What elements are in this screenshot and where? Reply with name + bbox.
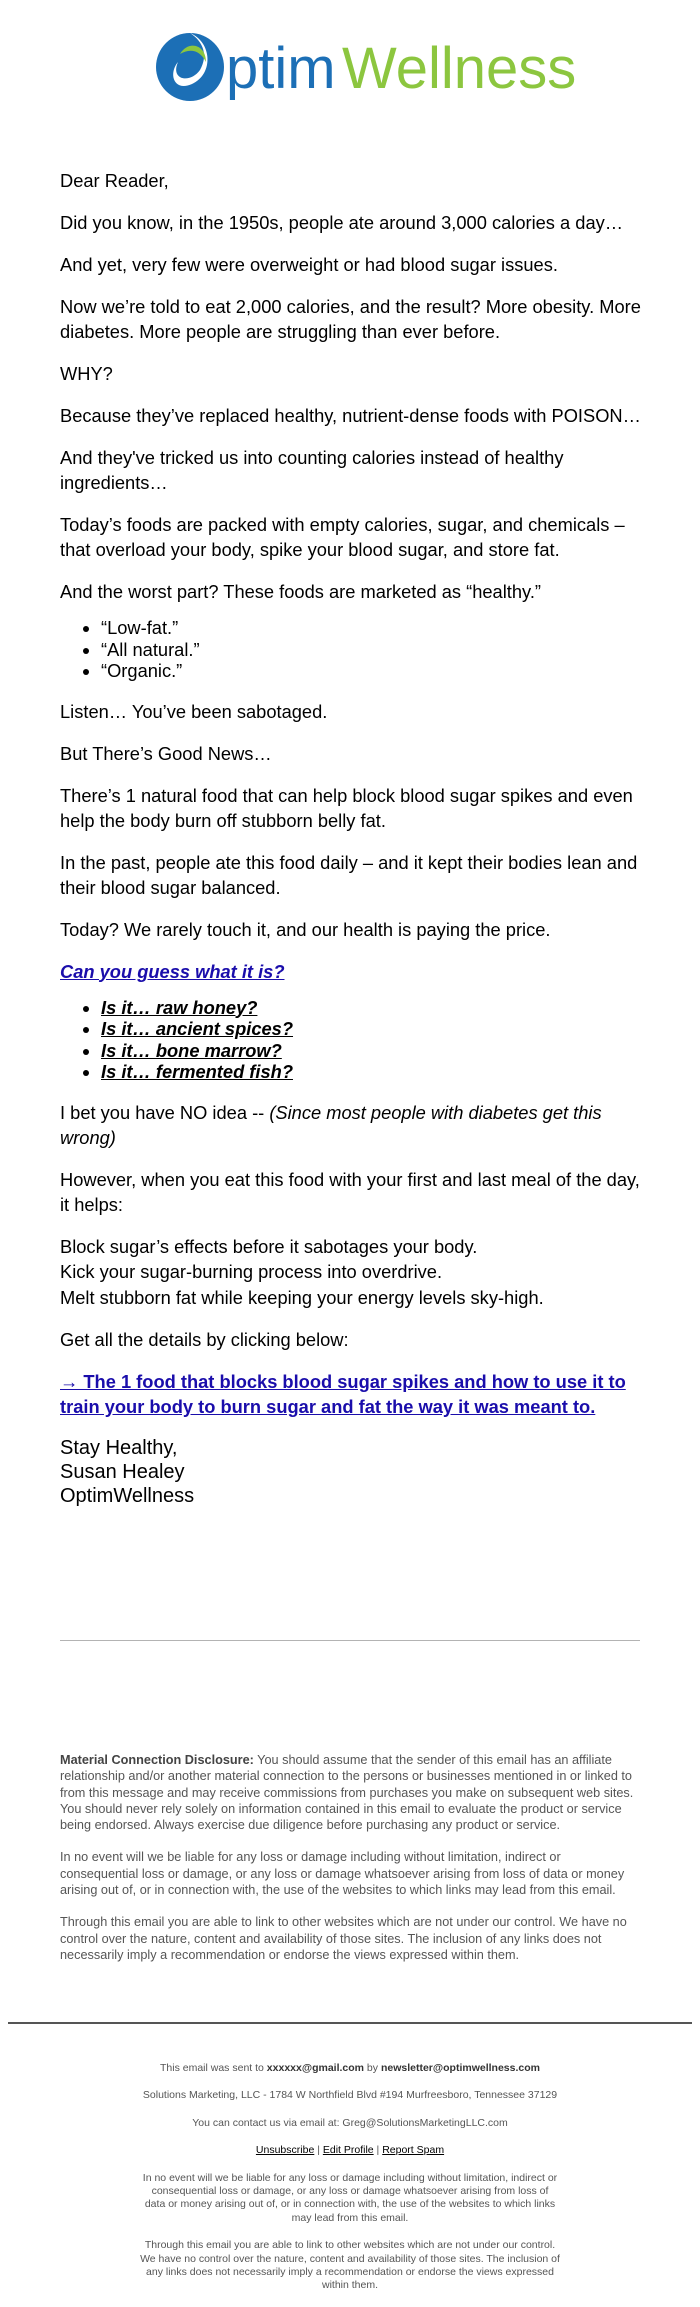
guess-link[interactable]: • Is it… fermented fish?	[101, 1061, 642, 1083]
company-address: Solutions Marketing, LLC - 1784 W Northfield Blvd #194 Murfreesboro, Tennessee 37129	[142, 2089, 558, 2102]
signoff-line: Stay Healthy,	[60, 1437, 178, 1459]
paragraph: However, when you eat this food with your first and last meal of the day, it helps:	[60, 1168, 640, 1215]
disclosure-paragraph: In no event will we be liable for any loss or damage including without limitation, indirect or consequential loss or damage, or any loss or damage whatsoever arising from loss of data or money arising out of, or in connection with, the use of the websites to which links may lead from this email.	[60, 1850, 625, 1898]
footer-liability: In no event will we be liable for any loss or damage including without limitation, indirect or consequential loss or damage, or any loss or damage whatsoever arising from loss of data or money arising out of, or in connection with, the use of the websites to which links may lead from this email.	[142, 2171, 558, 2224]
guess-link[interactable]: • Is it… ancient spices?	[101, 1018, 642, 1040]
signoff	[60, 1436, 642, 1508]
paragraph: Because they’ve replaced healthy, nutrient-dense foods with POISON…	[60, 405, 641, 426]
footer	[140, 2062, 560, 2307]
paragraph: There’s 1 natural food that can help block blood sugar spikes and even help the body burn off stubborn belly fat.	[60, 784, 633, 831]
disclosure-title: Material Connection Disclosure:	[60, 1753, 254, 1767]
list-item: • “Organic.”	[101, 660, 642, 682]
labels-list	[60, 617, 642, 682]
link-separator: |	[373, 2144, 383, 2157]
footer-links-notice: Through this email you are able to link to other websites which are not under our control. We have no control over the nature, content and availability of those sites. The inclusion of any links does not necessarily imply a recommendation or endorse the views expressed within them.	[140, 2239, 560, 2292]
paragraph-italic: (Since most people with diabetes get this wrong)	[60, 1101, 602, 1148]
sent-to-line	[140, 2062, 560, 2075]
paragraph: Today? We rarely touch it, and our health is paying the price.	[60, 918, 551, 940]
guess-link[interactable]: • Is it… raw honey?	[101, 997, 642, 1019]
divider	[60, 1640, 640, 1641]
footer-links	[140, 2144, 560, 2157]
disclosure-paragraph: Through this email you are able to link to other websites which are not under our control. We have no control over the nature, content and availability of those sites. The inclusion of any links does not necessarily imply a recommendation or endorse the views expressed within them.	[60, 1915, 627, 1962]
email-body	[60, 168, 642, 1508]
divider	[8, 2022, 692, 2024]
disclosure	[60, 1752, 640, 1979]
benefit-line: Melt stubborn fat while keeping your energy levels sky-high.	[60, 1286, 544, 1308]
sent-prefix: This email was sent to	[160, 2062, 267, 2074]
question-paragraph	[60, 959, 642, 984]
disclosure-paragraph	[60, 1752, 640, 1833]
report-spam-link[interactable]: Report Spam	[382, 2144, 445, 2157]
list-item: • “All natural.”	[101, 639, 642, 661]
benefit-line: Block sugar’s effects before it sabotages your body.	[60, 1235, 478, 1257]
cta-paragraph	[60, 1369, 642, 1419]
recipient-email: xxxxxx@gmail.com	[266, 2062, 365, 2074]
paragraph: Now we’re told to eat 2,000 calories, and the result? More obesity. More diabetes. More people are struggling than ever before.	[60, 296, 641, 342]
edit-profile-link[interactable]: Edit Profile	[322, 2144, 374, 2157]
sender-email: newsletter@optimwellness.com	[380, 2062, 540, 2074]
paragraph: Listen… You’ve been sabotaged.	[60, 700, 328, 722]
brand-logo[interactable]	[0, 22, 700, 112]
signoff-name: Susan Healey	[60, 1461, 185, 1483]
paragraph-text: I bet you have NO idea --	[60, 1101, 270, 1123]
greeting: Dear Reader,	[60, 170, 169, 191]
guess-list	[60, 997, 642, 1083]
logo-text-dark: ptim	[226, 36, 336, 101]
logo-text-green: Wellness	[342, 36, 577, 101]
link-separator: |	[314, 2144, 323, 2157]
cta-link[interactable]: → The 1 food that blocks blood sugar spikes and how to use it to train your body to burn sugar and fat the way it was meant to.	[60, 1371, 626, 1417]
guess-link[interactable]: • Is it… bone marrow?	[101, 1040, 642, 1062]
paragraph: And the worst part? These foods are marketed as “healthy.”	[60, 581, 541, 602]
paragraph: WHY?	[60, 363, 113, 384]
benefits-block	[60, 1234, 642, 1311]
paragraph: And yet, very few were overweight or had blood sugar issues.	[60, 254, 558, 275]
question-link[interactable]: Can you guess what it is?	[60, 960, 285, 982]
signoff-brand: OptimWellness	[60, 1485, 195, 1507]
leaf-o-icon	[150, 22, 577, 112]
unsubscribe-link[interactable]: Unsubscribe	[255, 2144, 315, 2157]
paragraph: In the past, people ate this food daily – and it kept their bodies lean and their blood sugar balanced.	[60, 851, 638, 898]
list-item: • “Low-fat.”	[101, 617, 642, 639]
benefit-line: Kick your sugar-burning process into overdrive.	[60, 1261, 443, 1282]
paragraph: Did you know, in the 1950s, people ate around 3,000 calories a day…	[60, 212, 624, 233]
sent-by: by	[364, 2062, 381, 2074]
contact-line: You can contact us via email at: Greg@SolutionsMarketingLLC.com	[192, 2116, 508, 2129]
paragraph: Today’s foods are packed with empty calories, sugar, and chemicals – that overload your body, spike your blood sugar, and store fat.	[60, 514, 625, 560]
paragraph: Get all the details by clicking below:	[60, 1329, 349, 1350]
paragraph: But There’s Good News…	[60, 742, 272, 764]
paragraph	[60, 1100, 642, 1150]
paragraph: And they've tricked us into counting calories instead of healthy ingredients…	[60, 447, 564, 493]
disclosure-text: You should assume that the sender of this email has an affiliate relationship and/or another material connection to the persons or businesses mentioned in or linked to from this message and may receive commissions from purchases you make on subsequent web sites. You should never rely solely on information contained in this email to evaluate the product or service being endorsed. Always exercise due diligence before purchasing any product or service.	[60, 1753, 634, 1833]
